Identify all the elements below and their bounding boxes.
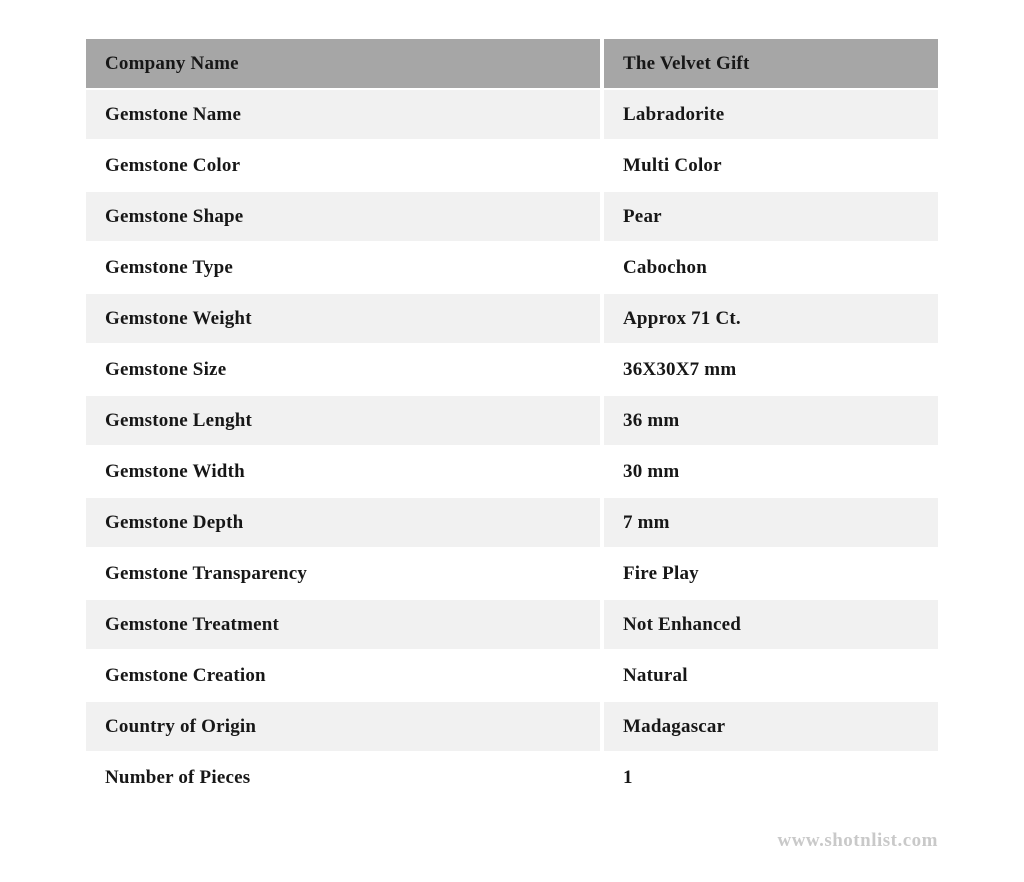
gemstone-spec-table	[86, 39, 938, 804]
table-header-row	[86, 39, 938, 88]
table-row	[86, 345, 938, 394]
table-row	[86, 447, 938, 496]
table-row	[86, 651, 938, 700]
table-row	[86, 294, 938, 343]
table-row	[86, 192, 938, 241]
table-row	[86, 702, 938, 751]
spec-value: Natural	[604, 651, 938, 700]
spec-label: Gemstone Creation	[86, 651, 600, 700]
table-row	[86, 243, 938, 292]
spec-value: 36X30X7 mm	[604, 345, 938, 394]
spec-label: Gemstone Transparency	[86, 549, 600, 598]
spec-value: Cabochon	[604, 243, 938, 292]
spec-label: Gemstone Treatment	[86, 600, 600, 649]
table-row	[86, 549, 938, 598]
spec-label: Gemstone Name	[86, 90, 600, 139]
table-row	[86, 396, 938, 445]
spec-label: Gemstone Depth	[86, 498, 600, 547]
spec-value: Multi Color	[604, 141, 938, 190]
table-row	[86, 141, 938, 190]
watermark-text: www.shotnlist.com	[777, 830, 938, 851]
table-row	[86, 753, 938, 802]
spec-label: Gemstone Weight	[86, 294, 600, 343]
company-name-value: The Velvet Gift	[604, 39, 938, 88]
table-row	[86, 498, 938, 547]
spec-label: Country of Origin	[86, 702, 600, 751]
spec-value: 7 mm	[604, 498, 938, 547]
spec-label: Gemstone Width	[86, 447, 600, 496]
company-name-label: Company Name	[86, 39, 600, 88]
spec-value: 36 mm	[604, 396, 938, 445]
spec-label: Gemstone Lenght	[86, 396, 600, 445]
spec-label: Gemstone Color	[86, 141, 600, 190]
spec-label: Gemstone Type	[86, 243, 600, 292]
spec-label: Number of Pieces	[86, 753, 600, 802]
table-body	[86, 90, 938, 802]
spec-value: Fire Play	[604, 549, 938, 598]
table-row	[86, 90, 938, 139]
spec-value: Labradorite	[604, 90, 938, 139]
spec-value: 30 mm	[604, 447, 938, 496]
spec-value: Approx 71 Ct.	[604, 294, 938, 343]
spec-value: Madagascar	[604, 702, 938, 751]
spec-label: Gemstone Size	[86, 345, 600, 394]
spec-label: Gemstone Shape	[86, 192, 600, 241]
table-row	[86, 600, 938, 649]
spec-value: Pear	[604, 192, 938, 241]
spec-value: Not Enhanced	[604, 600, 938, 649]
spec-value: 1	[604, 753, 938, 802]
